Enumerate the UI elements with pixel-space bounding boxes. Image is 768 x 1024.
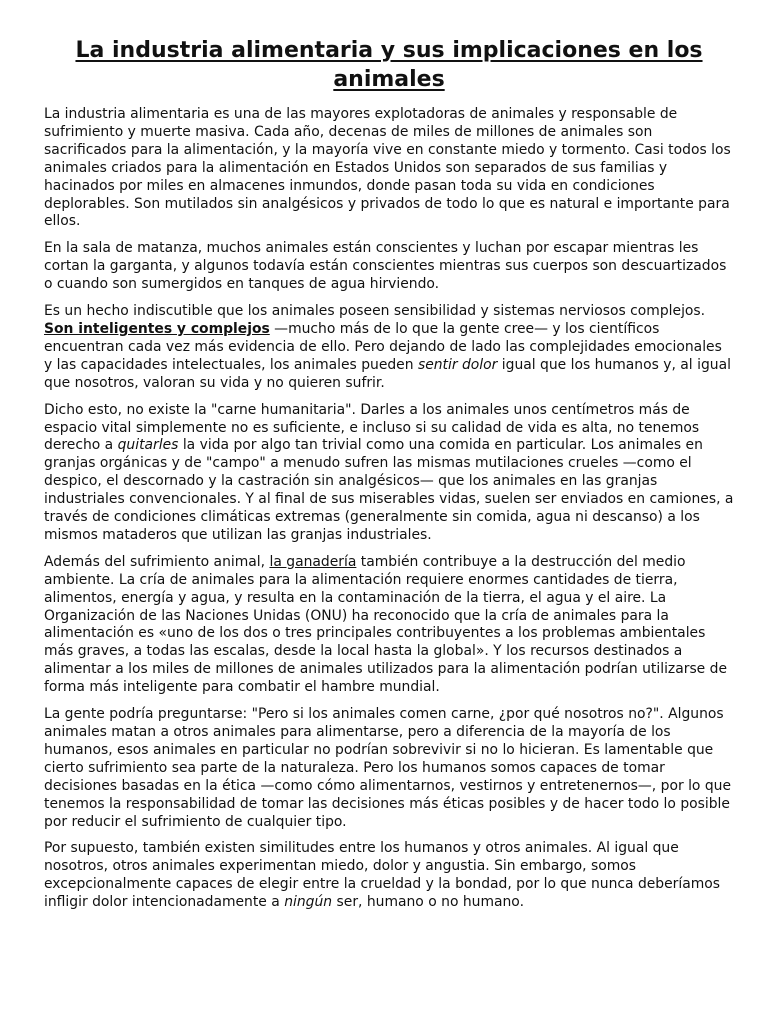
paragraph-2: En la sala de matanza, muchos animales están conscientes y luchan por escapar mientras les cortan la garganta, y algunos todavía están conscientes mientras sus cuerpos son descuartizados o cuando son sumergidos en tanques de agua hirviendo. <box>44 240 727 293</box>
ganaderia-link[interactable]: la ganadería <box>269 553 357 570</box>
paragraph-4-text-after: la vida por algo tan trivial como una comida en particular. Los animales en granjas orgánicas y de "campo" a menudo sufren las mismas mutilaciones crueles —como el despico, el descornado y la castración sin analgésicos— que los animales en las granjas industriales convencionales. Y al final de sus miserables vidas, suelen ser enviados en camiones, a través de condiciones climáticas extremas (generalmente sin comida, agua ni descanso) a los mismos mataderos que utilizan las granjas industriales. <box>44 437 734 543</box>
quitarles-emphasis: quitarles <box>117 437 179 454</box>
paragraph-1: La industria alimentaria es una de las mayores explotadoras de animales y responsable de sufrimiento y muerte masiva. Cada año, decenas de miles de millones de animales son sacrificados para la alimentación, y la mayoría vive en constante miedo y tormento. Casi todos los animales criados para la alimentación en Estados Unidos son separados de sus familias y hacinados por miles en almacenes inmundos, donde pasan toda su vida en condiciones deplorables. Son mutilados sin analgésicos y privados de todo lo que es natural e importante para ellos. <box>44 106 731 230</box>
paragraph-3-text-middle: —mucho más de lo que la gente cree— y los científicos encuentran cada vez más evidencia de ello. Pero dejando de lado las complejidades emocionales y las capacidades intelectuales, los animales pueden <box>44 320 722 373</box>
paragraph-5-text-before: Además del sufrimiento animal, <box>44 553 270 570</box>
paragraph-7-text-after: ser, humano o no humano. <box>336 894 524 911</box>
document-title: La industria alimentaria y sus implicaciones en los animales <box>75 38 703 92</box>
paragraph-6: La gente podría preguntarse: "Pero si los animales comen carne, ¿por qué nosotros no?". Algunos animales matan a otros animales para alimentarse, pero a diferencia de la mayoría de los humanos, esos animales en particular no podrían sobrevivir si no lo hicieran. Es lamentable que cierto sufrimiento sea parte de la naturaleza. Pero los humanos somos capaces de tomar decisiones basadas en la ética —como cómo alimentarnos, vestirnos y entretenernos—, por lo que tenemos la responsabilidad de tomar las decisiones más éticas posibles y de hacer todo lo posible por reducir el sufrimiento de cualquier tipo. <box>44 706 732 830</box>
ningun-emphasis: ningún <box>284 894 333 911</box>
paragraph-5-text-after: también contribuye a la destrucción del medio ambiente. La cría de animales para la alimentación requiere enormes cantidades de tierra, alimentos, energía y agua, y resulta en la contaminación de la tierra, el agua y el aire. La Organización de las Naciones Unidas (ONU) ha reconocido que la cría de animales para la alimentación es «uno de los dos o tres principales contribuyentes a los problemas ambientales más graves, a todas las escalas, desde la local hasta la global». Y los recursos destinados a alimentar a los miles de millones de animales utilizados para la alimentación podrían utilizarse de forma más inteligente para combatir el hambre mundial. <box>44 553 728 696</box>
paragraph-4 <box>44 402 734 545</box>
sentir-dolor-emphasis: sentir dolor <box>417 356 498 373</box>
paragraph-7 <box>44 840 734 912</box>
paragraph-7-text-before: Por supuesto, también existen similitudes entre los humanos y otros animales. Al igual que nosotros, otros animales experimentan miedo, dolor y angustia. Sin embargo, somos excepcionalmente capaces de elegir entre la crueldad y la bondad, por lo que nunca deberíamos infligir dolor intencionadamente a <box>44 840 721 911</box>
inteligentes-link[interactable]: Son inteligentes y complejos <box>44 320 270 337</box>
paragraph-4-text-before: Dicho esto, no existe la "carne humanitaria". Darles a los animales unos centímetros más de espacio vital simplemente no es suficiente, e incluso si su calidad de vida es alta, no tenemos derecho a <box>44 401 700 454</box>
paragraph-3-text-before: Es un hecho indiscutible que los animales poseen sensibilidad y sistemas nerviosos complejos. <box>44 303 706 320</box>
paragraph-3-text-after: igual que los humanos y, al igual que nosotros, valoran su vida y no quieren sufrir. <box>44 356 731 391</box>
paragraph-3 <box>44 303 734 393</box>
paragraph-5 <box>44 554 734 697</box>
